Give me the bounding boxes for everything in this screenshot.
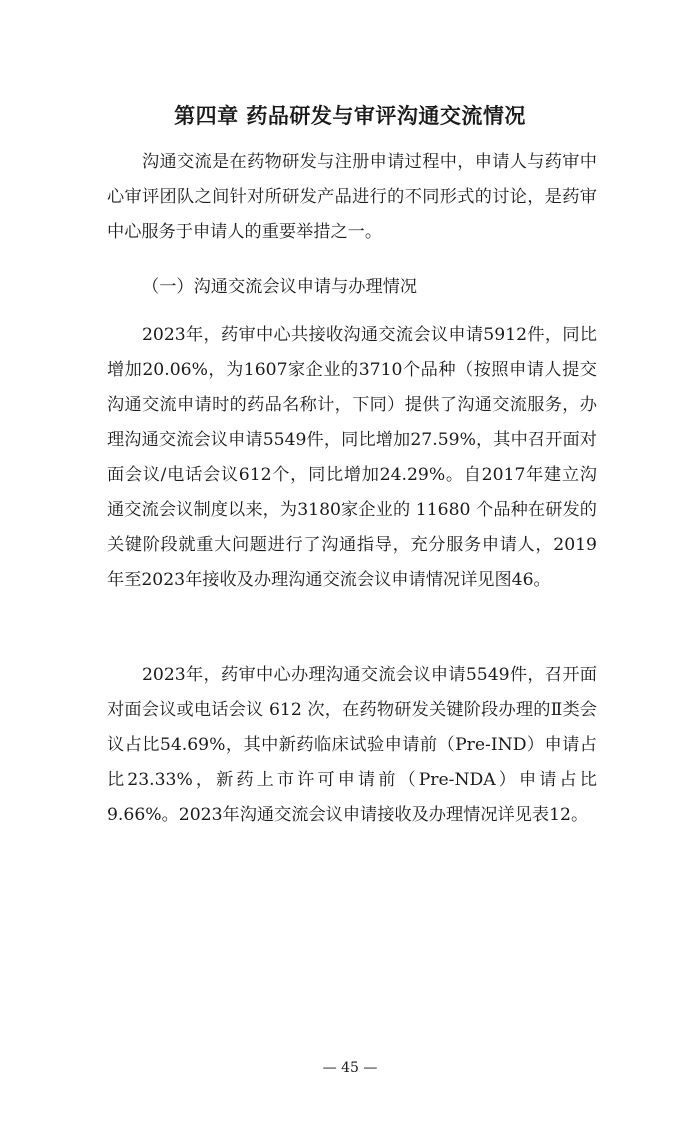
chapter-title: 第四章 药品研发与审评沟通交流情况 [174, 103, 526, 128]
page-number: — 45 — [322, 1060, 378, 1076]
body-paragraph-3: 2023年，药审中心办理沟通交流会议申请5549件，召开面对面会议或电话会议 612 次，在药物研发关键阶段办理的Ⅱ类会议占比54.69%，其中新药临床试验申请前（Pre-IND）申请占比23.33%，新药上市许可申请前（Pre-NDA）申请占比9.66%。2023年沟通交流会议申请接收及办理情况详见表12。 [107, 665, 597, 825]
intro-paragraph: 沟通交流是在药物研发与注册申请过程中，申请人与药审中心审评团队之间针对所研发产品进行的不同形式的讨论，是药审中心服务于申请人的重要举措之一。 [107, 152, 597, 242]
section-heading: （一）沟通交流会议申请与办理情况 [142, 277, 418, 297]
body-paragraph-2: 2023年，药审中心共接收沟通交流会议申请5912件，同比增加20.06%，为1607家企业的3710个品种（按照申请人提交沟通交流申请时的药品名称计，下同）提供了沟通交流服务，办理沟通交流会议申请5549件，同比增加27.59%，其中召开面对面会议/电话会议612个，同比增加24.29%。自2017年建立沟通交流会议制度以来，为3180家企业的 11680 个品种在研发的关键阶段就重大问题进行了沟通指导，充分服务申请人，2019年至2023年接收及办理沟通交流会议申请情况详见图46。 [107, 325, 597, 590]
